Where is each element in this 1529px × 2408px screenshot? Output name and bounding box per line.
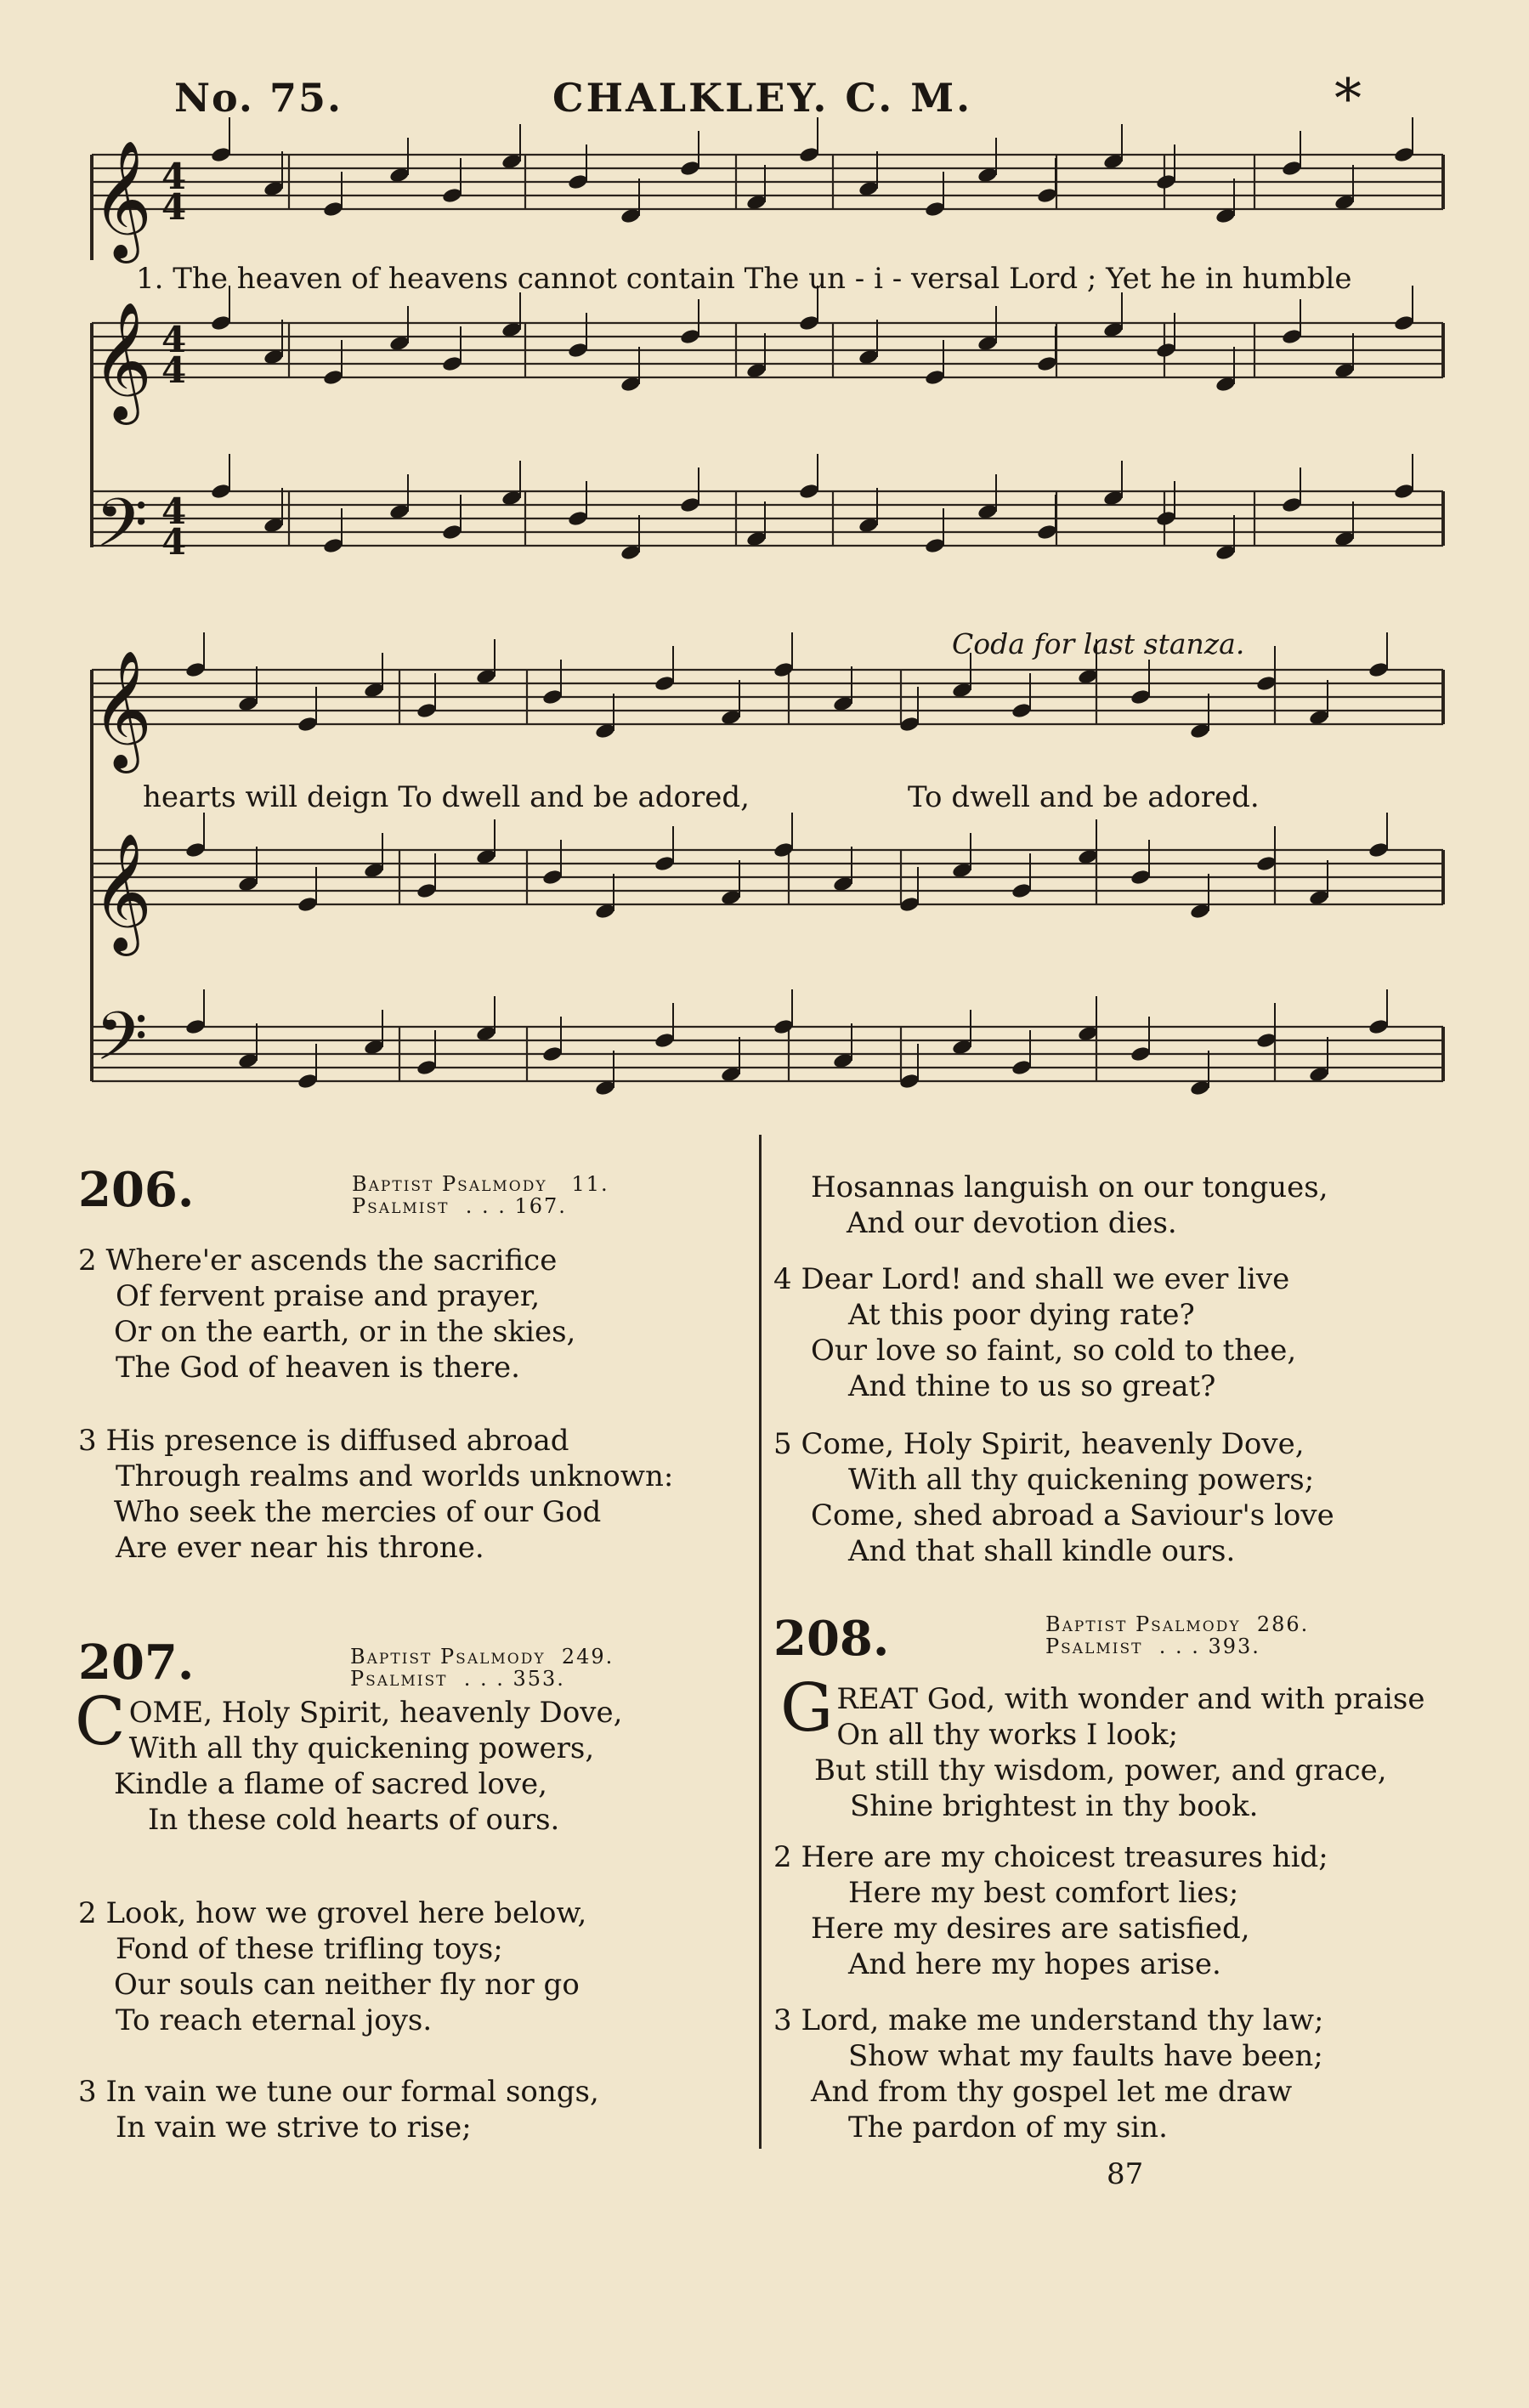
stanza-3 [78,1423,673,1566]
note-head [1036,355,1057,373]
note-head [654,855,675,873]
drop-cap: C [75,1684,126,1760]
svg-text:𝄞: 𝄞 [92,140,152,258]
note-head [1393,146,1414,164]
verse-line: And our devotion dies. [847,1206,1177,1240]
svg-text:𝄢: 𝄢 [95,484,148,579]
hymn-reference: Baptist Psalmody 249. Psalmist . . . 353. [350,1645,614,1691]
verse-line: Here my desires are satisfied, [811,1912,1250,1946]
hymn-number: 207. [78,1635,195,1691]
note-head [184,841,206,859]
stanza-1 [780,1670,1425,1824]
verse-line: OME, Holy Spirit, heavenly Dove, [128,1696,623,1730]
verse-line: Who seek the mercies of our God [114,1495,602,1529]
note-head [210,483,231,501]
note-head [1281,160,1302,178]
verse-line: And from thy gospel let me draw [811,2075,1293,2109]
note-head [416,702,437,720]
note-head [1130,688,1151,706]
tune-number: No. 75. [174,75,343,121]
lyric-line-1: 1. The heaven of heavens cannot contain The un - i - versal Lord ; Yet he in humble [136,262,1352,296]
verse-line: Our love so faint, so cold to thee, [811,1334,1297,1368]
verse-line: 2 Here are my choicest treasures hid; [773,1840,1328,1874]
verse-line: Through realms and worlds unknown: [116,1459,674,1493]
verse-line: Of fervent praise and prayer, [116,1279,541,1313]
stanza-3-continued [811,1170,1328,1241]
note-head [1368,661,1389,679]
note-head [567,173,588,191]
verse-line: 3 Lord, make me understand thy law; [773,2003,1324,2037]
note-head [924,369,945,387]
svg-text:4: 4 [161,521,187,563]
verse-line: And that shall kindle ours. [848,1534,1236,1568]
note-head [541,1045,563,1063]
stanza-4 [773,1261,1296,1404]
note-head [679,496,700,514]
svg-text:4: 4 [161,319,187,360]
note-head [654,675,675,693]
verse-line: 3 His presence is diffused abroad [78,1424,569,1458]
note-head [541,869,563,887]
note-head [184,1018,206,1036]
note-head [322,369,343,387]
note-head [1368,1018,1389,1036]
coda-label: Coda for last stanza. [952,627,1245,660]
note-head [210,314,231,332]
svg-text:4: 4 [161,156,187,197]
note-head [441,355,462,373]
verse-line: And thine to us so great? [848,1369,1216,1403]
verse-line: But still thy wisdom, power, and grace, [814,1754,1387,1788]
svg-text:4: 4 [161,186,187,228]
verse-line: Come, shed abroad a Saviour's love [811,1499,1334,1533]
lyric-line-2b: To dwell and be adored. [908,780,1260,814]
note-head [322,537,343,555]
note-head [924,201,945,218]
note-head [297,896,318,914]
verse-line: Shine brightest in thy book. [850,1789,1259,1823]
note-head [416,882,437,900]
note-head [1130,1045,1151,1063]
verse-line: With all thy quickening powers, [128,1731,595,1765]
note-head [1036,187,1057,205]
note-head [1155,510,1176,528]
verse-line: 3 In vain we tune our formal songs, [78,2075,599,2109]
note-head [297,1073,318,1091]
note-head [541,688,563,706]
asterisk-mark: * [1334,68,1362,131]
note-head [1393,314,1414,332]
note-head [297,716,318,734]
verse-line: Our souls can neither fly nor go [114,1968,580,2002]
stanza-3 [773,2003,1323,2145]
verse-line: 4 Dear Lord! and shall we ever live [773,1262,1290,1296]
note-head [1393,483,1414,501]
note-head [1130,869,1151,887]
verse-line: Kindle a flame of sacred love, [114,1767,547,1801]
stanza-2 [78,1243,575,1385]
svg-text:4: 4 [161,490,187,532]
verse-line: The God of heaven is there. [116,1351,520,1385]
hymn-reference: Baptist Psalmody 11. Psalmist . . . 167. [352,1172,609,1218]
note-head [654,1032,675,1050]
note-head [210,146,231,164]
note-head [1011,702,1032,720]
note-head [322,201,343,218]
note-head [1036,524,1057,541]
verse-line: Here my best comfort lies; [848,1876,1239,1910]
hymn-number: 208. [773,1611,890,1667]
stanza-2 [773,1839,1328,1982]
note-head [1011,1059,1032,1077]
note-head [1368,841,1389,859]
verse-line: Hosannas languish on our tongues, [811,1170,1328,1204]
bass-clef-icon [95,484,148,1092]
stanza-2 [78,1895,586,2038]
verse-line: At this poor dying rate? [848,1298,1195,1332]
note-head [798,483,819,501]
svg-text:𝄞: 𝄞 [92,650,152,768]
time-signature [161,156,186,563]
note-head [1281,496,1302,514]
verse-line: 2 Where'er ascends the sacrifice [78,1244,558,1278]
note-head [567,510,588,528]
column-divider [759,1135,762,2149]
svg-text:𝄢: 𝄢 [95,997,148,1092]
page-number: 87 [1107,2157,1144,2191]
note-head [773,661,794,679]
note-head [798,146,819,164]
hymn-number: 206. [78,1162,195,1218]
note-head [679,160,700,178]
note-head [773,1018,794,1036]
tune-title: CHALKLEY. C. M. [552,75,973,121]
note-head [1155,173,1176,191]
verse-line: REAT God, with wonder and with praise [836,1682,1425,1716]
verse-line: Fond of these trifling toys; [116,1932,503,1966]
verse-line: To reach eternal joys. [116,2003,433,2037]
svg-text:4: 4 [161,349,187,391]
note-head [798,314,819,332]
stanza-5 [773,1426,1334,1569]
verse-line: On all thy works I look; [836,1718,1179,1752]
note-head [416,1059,437,1077]
verse-line: Are ever near his throne. [116,1531,484,1565]
note-head [1155,342,1176,360]
stanza-1 [75,1684,623,1838]
svg-text:𝄞: 𝄞 [92,302,152,420]
note-head [567,342,588,360]
verse-line: 2 Look, how we grovel here below, [78,1896,587,1930]
note-head [441,524,462,541]
note-head [441,187,462,205]
music-score [0,0,1529,1122]
verse-line: And here my hopes arise. [848,1947,1221,1981]
note-head [1011,882,1032,900]
verse-line: With all thy quickening powers; [848,1463,1315,1497]
drop-cap: G [780,1670,834,1747]
note-head [184,661,206,679]
hymn-reference: Baptist Psalmody 286. Psalmist . . . 393. [1045,1612,1310,1658]
note-head [773,841,794,859]
verse-line: Or on the earth, or in the skies, [114,1315,576,1349]
verse-line: 5 Come, Holy Spirit, heavenly Dove, [773,1427,1305,1461]
svg-text:𝄞: 𝄞 [92,833,152,951]
verse-line: The pardon of my sin. [848,2111,1168,2145]
verse-line: In vain we strive to rise; [116,2111,472,2145]
stanza-3 [78,2074,599,2145]
verse-line: Show what my faults have been; [848,2039,1323,2073]
lyric-line-2a: hearts will deign To dwell and be adored, [143,780,750,814]
note-head [1281,328,1302,346]
note-head [679,328,700,346]
note-head [924,537,945,555]
verse-line: In these cold hearts of ours. [148,1803,560,1837]
